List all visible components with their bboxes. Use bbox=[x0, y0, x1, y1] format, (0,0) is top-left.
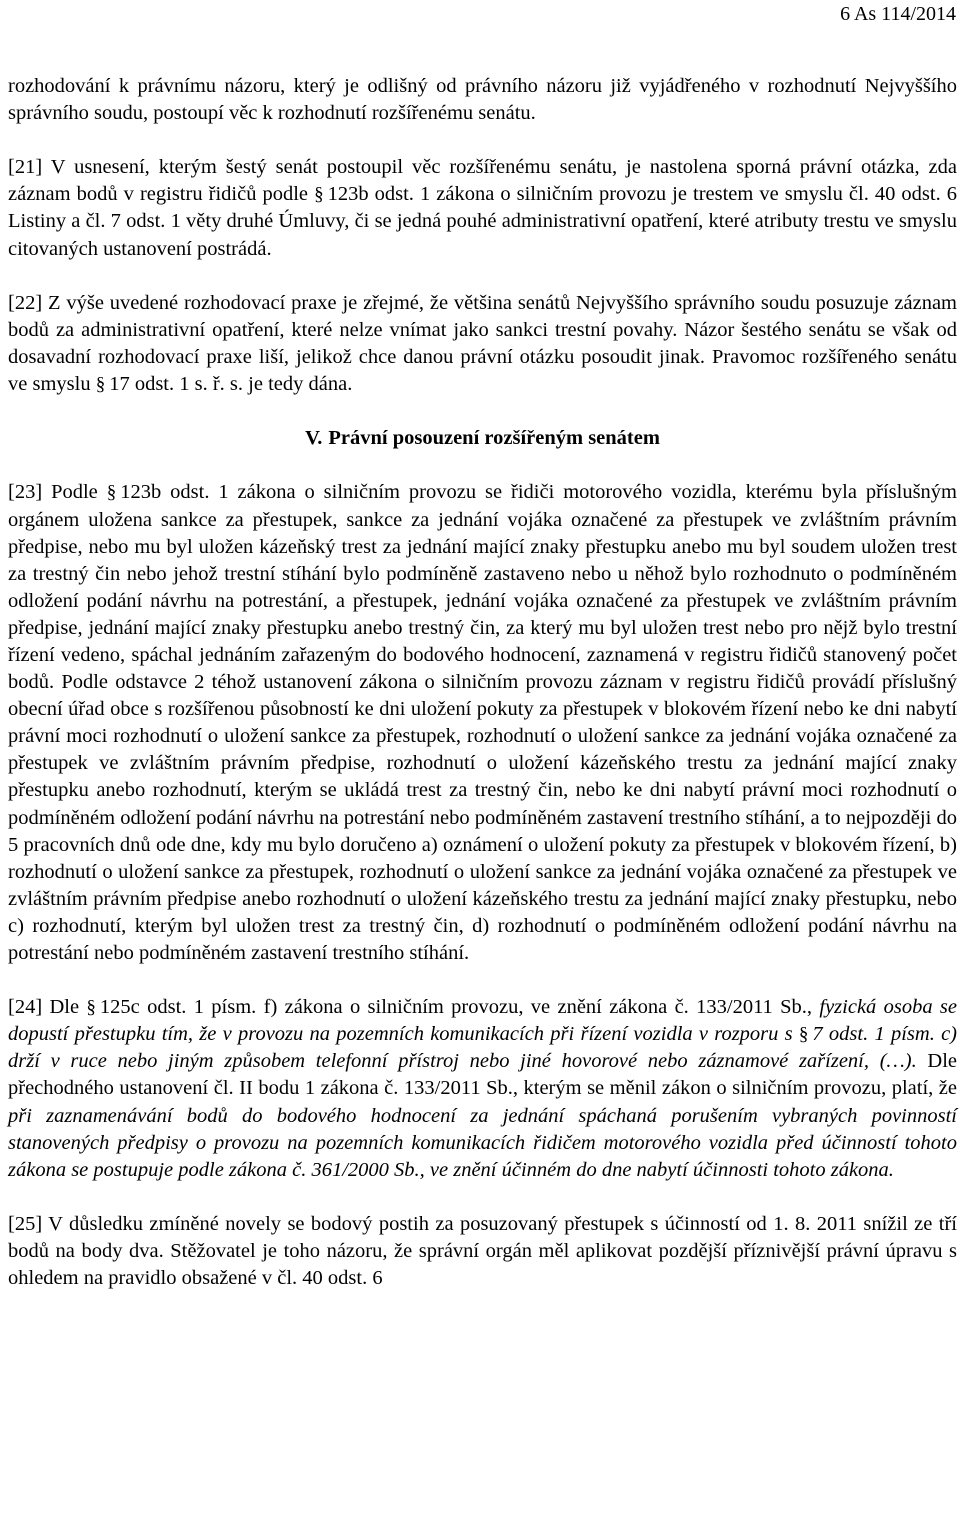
section-symbol: § bbox=[798, 1024, 809, 1046]
paragraph-23 bbox=[8, 479, 957, 967]
section-heading-number: V. bbox=[305, 427, 323, 450]
section-symbol: § bbox=[314, 184, 324, 206]
paragraph-24-quote-1: fyzická osoba se dopustí přestupku tím, že v provozu na pozemních komunikacích při řízení vozidla v rozporu s bbox=[8, 996, 957, 1046]
section-symbol: § bbox=[86, 997, 96, 1019]
paragraph-24-quote-2: při zaznamenávání bodů do bodového hodnocení za jednání spáchaná porušením vybraných povinností stanovených předpisy o provozu na pozemních komunikacích řidičem motorového vozidla před účinností tohoto zákona se postupuje podle zákona č. 361/2000 Sb., ve znění účinném do dne nabytí účinnosti tohoto zákona. bbox=[8, 1104, 957, 1181]
section-symbol: § bbox=[95, 374, 106, 396]
paragraph-23-start: [23] Podle bbox=[8, 481, 98, 504]
paragraph-25: [25] V důsledku zmíněné novely se bodový postih za posuzovaný přestupek s účinností od 1. 8. 2011 snížil ze tří bodů na body dva. Stěžovatel je toho názoru, že správní orgán měl aplikovat pozdější příznivější právní úpravu s ohledem na pravidlo obsažené v čl. 40 odst. 6 bbox=[8, 1212, 957, 1290]
section-symbol: § bbox=[106, 482, 117, 504]
document-body bbox=[8, 73, 957, 1292]
section-heading bbox=[8, 425, 957, 452]
section-heading-text: Právní posouzení rozšířeným senátem bbox=[328, 427, 660, 450]
paragraph-21-ref: 123b odst. 1 zákona o silničním provozu je trestem ve smyslu čl. 40 odst. 6 Listiny a čl. 7 odst. 1 věty druhé Úmluvy, či se jedná pouhé administrativní opatření, které atributy trestu ve smyslu citovaných ustanovení postrádá. bbox=[8, 183, 958, 260]
case-number: 6 As 114/2014 bbox=[840, 3, 956, 25]
paragraph-22-text: [22] Z výše uvedené rozhodovací praxe je zřejmé, že většina senátů Nejvyššího správního soudu posuzuje záznam bodů za administrativní opatření, které nelze vnímat jako sankci trestní povahy. Názor šestého senátu se však od dosavadní rozhodovací praxe liší, jelikož chce danou právní otázku posoudit jinak. Pravomoc rozšířeného senátu ve smyslu bbox=[8, 291, 957, 396]
paragraph-24-ref: 125c odst. 1 písm. f) zákona o silničním provozu, ve znění zákona č. 133/2011 Sb., bbox=[99, 996, 813, 1019]
paragraph-21-text: [21] V usnesení, kterým šestý senát postoupil věc rozšířenému senátu, je nastolena sporná právní otázka, zda záznam bodů v registru řidičů podle bbox=[8, 156, 957, 206]
paragraph-24-start: [24] Dle bbox=[8, 996, 80, 1019]
paragraph-21 bbox=[8, 154, 957, 262]
paragraph-intro: rozhodování k právnímu názoru, který je odlišný od právního názoru již vyjádřeného v rozhodnutí Nejvyššího správního soudu, postoupí věc k rozhodnutí rozšířenému senátu. bbox=[8, 75, 957, 125]
paragraph-24-quote-1-ref: 7 odst. 1 písm. c) drží v ruce nebo jiným způsobem telefonní přístroj nebo jiné hovorové nebo záznamové zařízení, (…). bbox=[8, 1023, 958, 1073]
paragraph-24-mid: Dle přechodného ustanovení čl. II bodu 1 zákona č. 133/2011 Sb., kterým se měnil zákon o silničním provozu, platí, že bbox=[8, 1050, 957, 1100]
paragraph-24 bbox=[8, 994, 957, 1184]
paragraph-23-ref: 123b odst. 1 zákona o silničním provozu se řidiči motorového vozidla, kterému byla příslušným orgánem uložena sankce za přestupek, sankce za jednání vojáka označené za přestupek ve zvláštním právním předpise, nebo mu byl uložen kázeňský trest za jednání mající znaky přestupku anebo mu byl soudem uložen trest za trestný čin nebo jehož trestní stíhání bylo podmíněně zastaveno nebo u něhož bylo rozhodnuto o podmíněném odložení podání návrhu na potrestání, a přestupek, jednání vojáka označené za přestupek ve zvláštním právním předpise, jednání mající znaky přestupku anebo trestný čin, za který mu byl uložen trest nebo pro nějž bylo trestní řízení vedeno, spáchal jednáním zařazeným do bodového hodnocení, zaznamená v registru řidičů stanovený počet bodů. Podle odstavce 2 téhož ustanovení zákona o silničním provozu záznam v registru řidičů provádí příslušný obecní úřad obce s rozšířenou působností ke dni uložení pokuty za přestupek v blokovém řízení nebo ke dni nabytí právní moci rozhodnutí o uložení sankce za přestupek, rozhodnutí o uložení sankce za jednání vojáka označené za přestupek ve zvláštním právním předpise, rozhodnutí o uložení kázeňského trestu za jednání mající znaky přestupku anebo rozhodnutí, kterým se ukládá trest za trestný čin, nebo ke dni nabytí právní moci rozhodnutí o podmíněném odložení podání návrhu na potrestání nebo podmíněném zastavení trestního stíhání, a to nejpozději do 5 pracovních dnů ode dne, kdy mu bylo doručeno a) oznámení o uložení pokuty za přestupek v blokovém řízení, b) rozhodnutí o uložení sankce za přestupek, rozhodnutí o uložení sankce za jednání vojáka označené za přestupek ve zvláštním právním předpise anebo rozhodnutí o uložení kázeňského trestu za jednání mající znaky přestupku, nebo c) rozhodnutí, kterým byl uložen trest za trestný čin, d) rozhodnutí o podmíněném odložení podání návrhu na potrestání nebo podmíněném zastavení trestního stíhání. bbox=[8, 481, 958, 964]
paragraph-22-ref: 17 odst. 1 s. ř. s. je tedy dána. bbox=[109, 373, 353, 396]
paragraph-22 bbox=[8, 290, 957, 398]
